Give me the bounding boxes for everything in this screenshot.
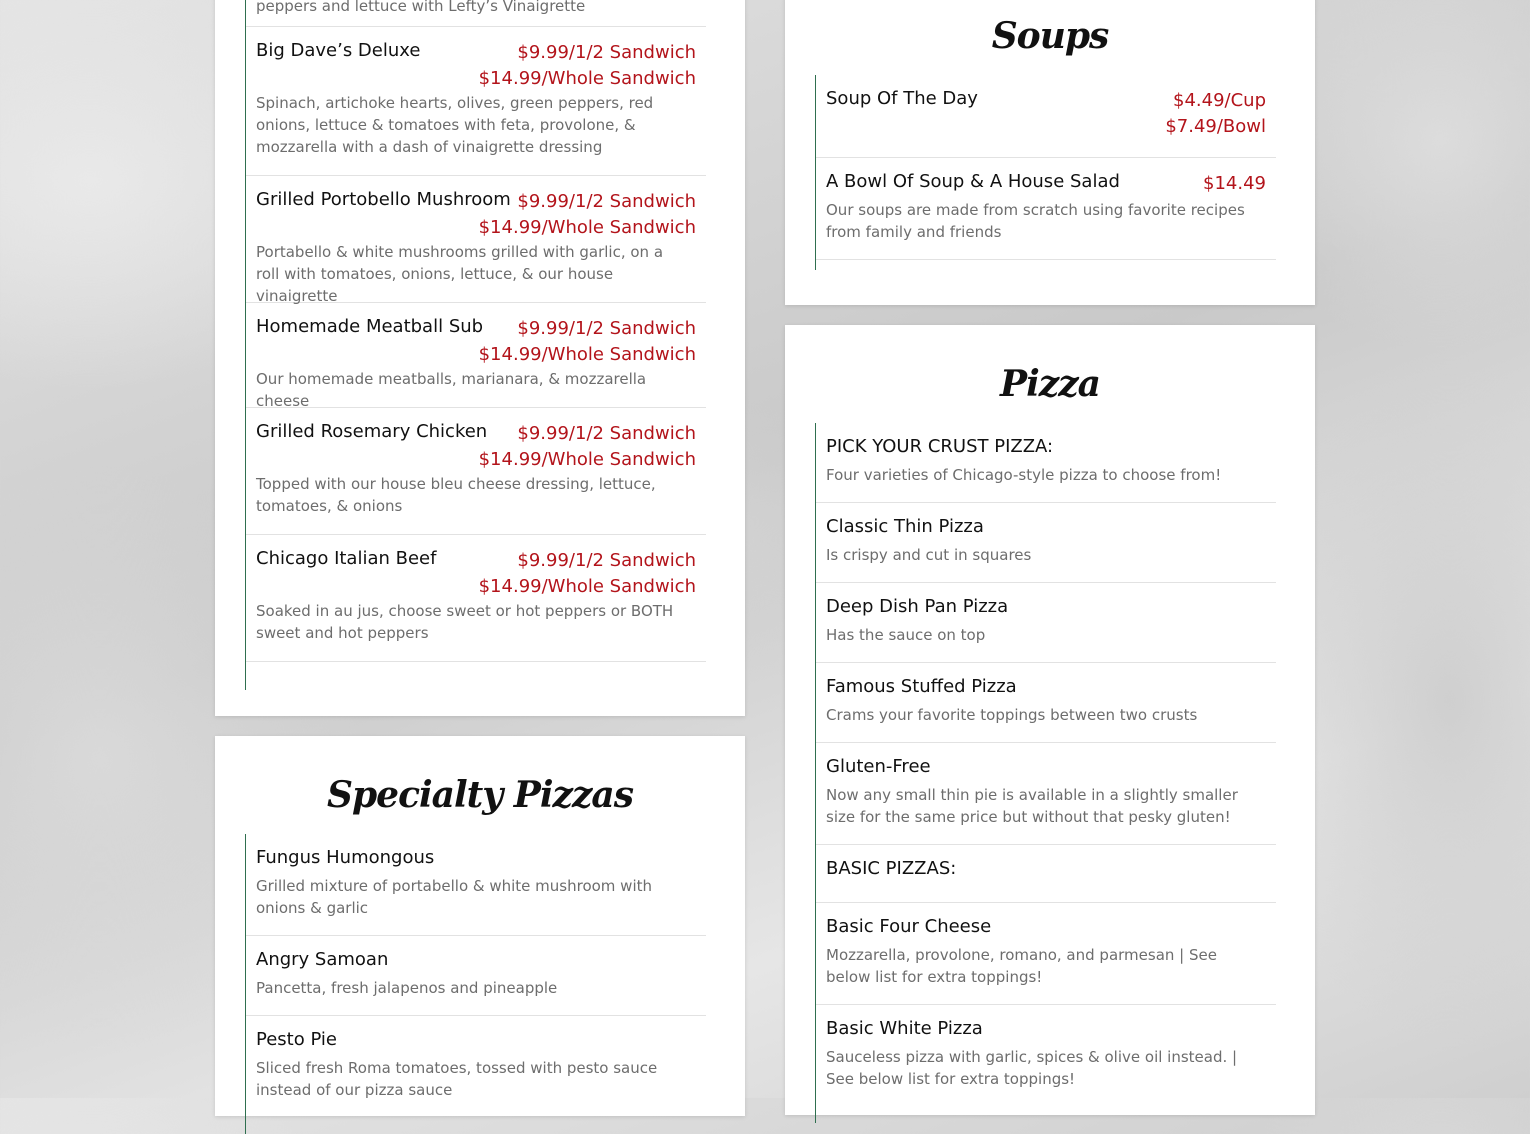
item-description: Grilled mixture of portabello & white mushroom with onions & garlic: [256, 877, 653, 917]
card-title: Specialty Pizzas: [327, 774, 633, 816]
price-cup: $4.49/Cup: [1173, 90, 1266, 111]
list-item: [246, 1016, 706, 1116]
price-whole: $14.99/Whole Sandwich: [478, 344, 696, 365]
sandwiches-card: [215, 0, 745, 716]
list-item: [246, 27, 706, 176]
card-title: Soups: [991, 15, 1109, 57]
item-description: Is crispy and cut in squares: [826, 546, 1032, 564]
specialty-pizzas-card: [215, 736, 745, 1116]
item-name: PICK YOUR CRUST PIZZA:: [826, 436, 1054, 457]
item-description: Four varieties of Chicago-style pizza to choose from!: [826, 466, 1222, 484]
soups-card: [785, 0, 1315, 305]
list-item: [816, 903, 1276, 1005]
pizza-list: [815, 423, 1276, 1123]
item-price: [479, 40, 696, 92]
item-name: Angry Samoan: [256, 949, 389, 970]
price-half: $9.99/1/2 Sandwich: [517, 423, 696, 444]
item-description: Mozzarella, provolone, romano, and parmesan | See below list for extra toppings!: [826, 946, 1217, 986]
item-description: Sliced fresh Roma tomatoes, tossed with pesto sauce instead of our pizza sauce: [256, 1059, 658, 1099]
item-name: Homemade Meatball Sub: [256, 316, 484, 337]
item-name: Gluten-Free: [826, 756, 931, 777]
item-description: Pancetta, fresh jalapenos and pineapple: [256, 979, 558, 997]
item-name: Famous Stuffed Pizza: [826, 676, 1017, 697]
item-description: Crams your favorite toppings between two crusts: [826, 706, 1198, 724]
list-item: [816, 158, 1276, 260]
item-name: Pesto Pie: [256, 1029, 337, 1050]
item-name: Grilled Portobello Mushroom: [256, 189, 511, 210]
list-item: [816, 423, 1276, 503]
item-name: A Bowl Of Soup & A House Salad: [826, 171, 1120, 192]
item-name: Fungus Humongous: [256, 847, 435, 868]
list-item: [816, 743, 1276, 845]
item-description: peppers and lettuce with Lefty’s Vinaigrette: [256, 0, 586, 15]
item-description: Has the sauce on top: [826, 626, 986, 644]
list-item: [246, 0, 706, 27]
item-name: Basic White Pizza: [826, 1018, 983, 1039]
item-description: Soaked in au jus, choose sweet or hot peppers or BOTH sweet and hot peppers: [256, 602, 674, 642]
item-name: Grilled Rosemary Chicken: [256, 421, 488, 442]
list-item: [816, 663, 1276, 743]
sandwiches-list: [245, 0, 706, 690]
item-price: [1203, 171, 1266, 197]
price-whole: $14.99/Whole Sandwich: [478, 449, 696, 470]
item-name: Soup Of The Day: [826, 88, 978, 109]
price-whole: $14.99/Whole Sandwich: [478, 217, 696, 238]
card-title: Pizza: [1000, 363, 1100, 405]
item-description: Portabello & white mushrooms grilled with garlic, on a roll with tomatoes, onions, lettuce, & our house vinaigrette: [256, 243, 664, 305]
item-name: Basic Four Cheese: [826, 916, 992, 937]
list-item: [246, 408, 706, 535]
item-price: [479, 316, 696, 368]
item-price: [479, 548, 696, 600]
price-single: $14.49: [1203, 173, 1266, 194]
list-item: [246, 176, 706, 303]
item-description: Our soups are made from scratch using favorite recipes from family and friends: [826, 201, 1245, 241]
item-description: Topped with our house bleu cheese dressing, lettuce, tomatoes, & onions: [256, 475, 656, 515]
item-name: Big Dave’s Deluxe: [256, 40, 421, 61]
item-description: Our homemade meatballs, marianara, & mozzarella cheese: [256, 370, 647, 410]
pizza-card: [785, 325, 1315, 1115]
list-item: [816, 503, 1276, 583]
list-item: [246, 936, 706, 1016]
item-name: Deep Dish Pan Pizza: [826, 596, 1009, 617]
list-item: [246, 834, 706, 936]
item-description: Spinach, artichoke hearts, olives, green peppers, red onions, lettuce & tomatoes with feta, provolone, & mozzarella with a dash of vinaigrette dressing: [256, 94, 654, 156]
price-bowl: $7.49/Bowl: [1165, 116, 1266, 137]
list-item: [246, 303, 706, 408]
item-name: Classic Thin Pizza: [826, 516, 984, 537]
list-item: [816, 75, 1276, 158]
item-description: Sauceless pizza with garlic, spices & olive oil instead. | See below list for extra toppings!: [826, 1048, 1238, 1088]
item-price: [1165, 88, 1266, 140]
item-name: BASIC PIZZAS:: [826, 858, 957, 879]
list-item: [246, 535, 706, 662]
list-item: [816, 583, 1276, 663]
price-half: $9.99/1/2 Sandwich: [517, 42, 696, 63]
item-name: Chicago Italian Beef: [256, 548, 437, 569]
price-half: $9.99/1/2 Sandwich: [517, 191, 696, 212]
specialty-pizzas-list: [245, 834, 706, 1134]
item-price: [479, 421, 696, 473]
list-item: [816, 1005, 1276, 1105]
soups-list: [815, 75, 1276, 270]
price-half: $9.99/1/2 Sandwich: [517, 318, 696, 339]
list-item: [816, 845, 1276, 903]
price-whole: $14.99/Whole Sandwich: [478, 68, 696, 89]
item-price: [479, 189, 696, 241]
price-half: $9.99/1/2 Sandwich: [517, 550, 696, 571]
item-description: Now any small thin pie is available in a slightly smaller size for the same price but without that pesky gluten!: [826, 786, 1238, 826]
price-whole: $14.99/Whole Sandwich: [478, 576, 696, 597]
